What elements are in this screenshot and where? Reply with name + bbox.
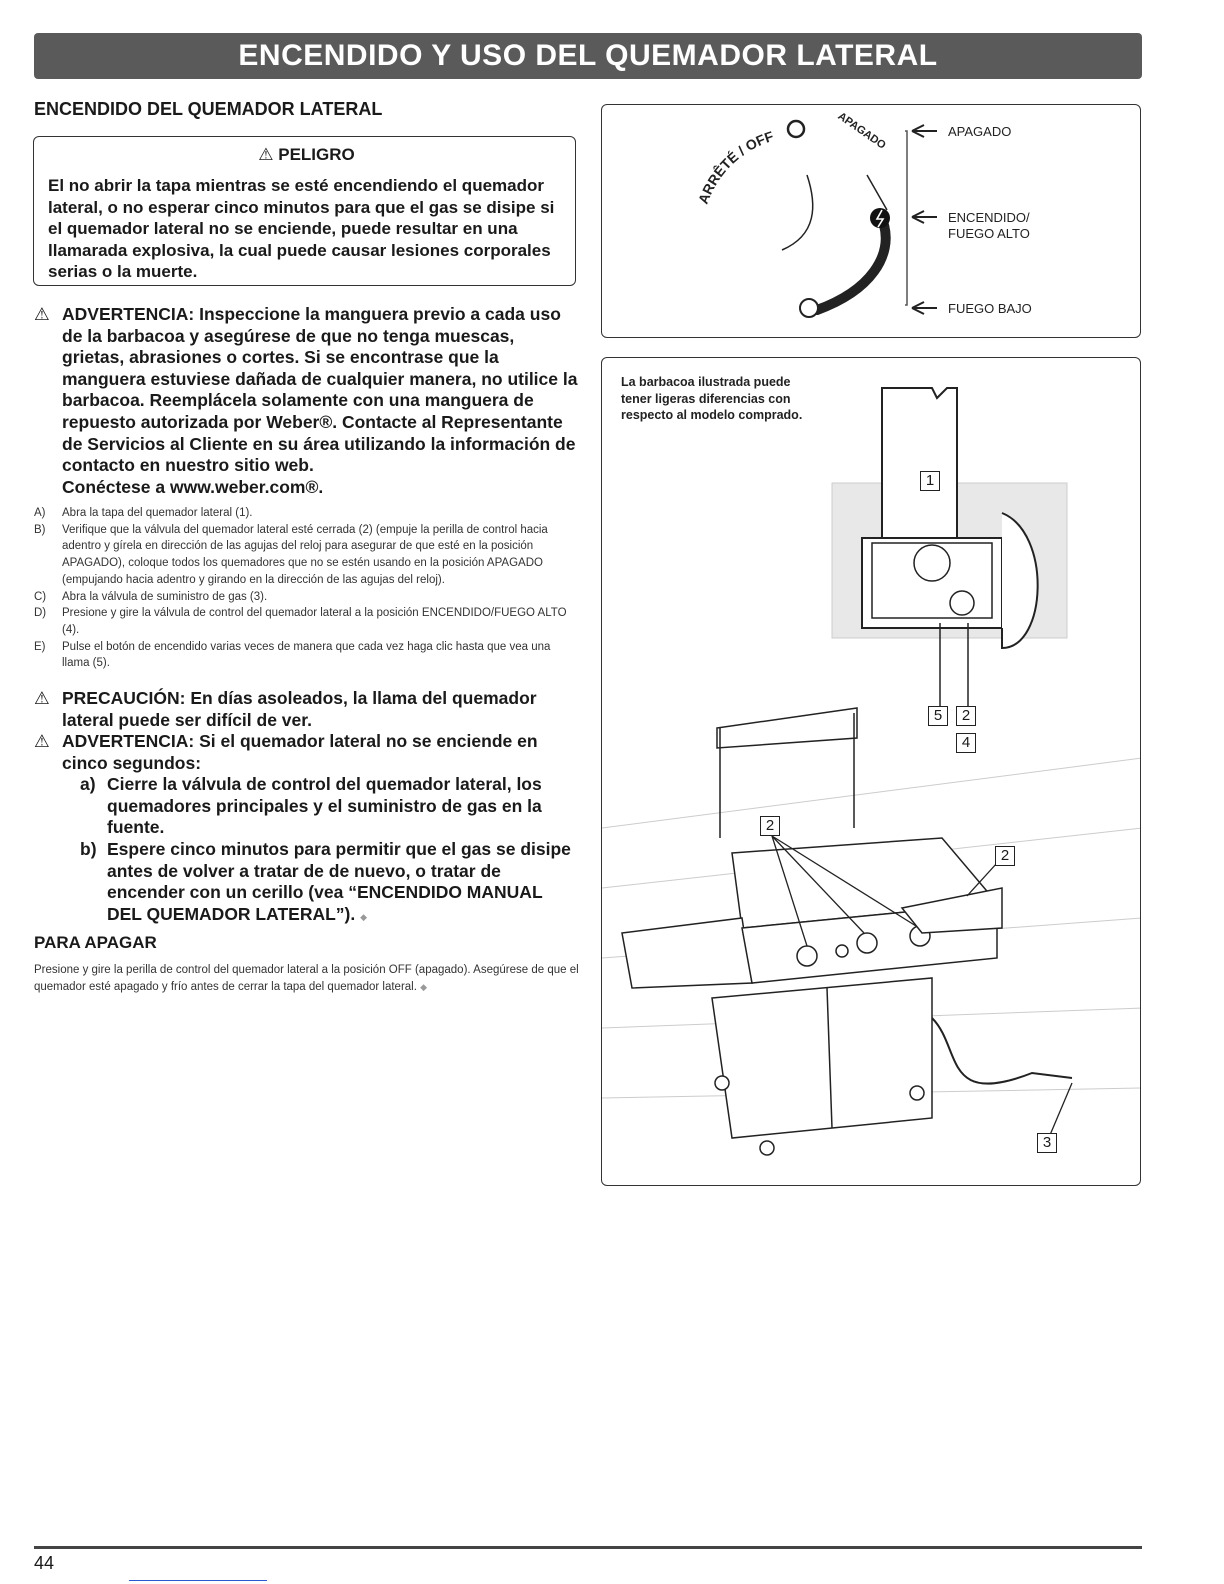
list-item: b) Espere cinco minutos para permitir que el gas se disipe antes de volver a tratar de de nuevo, o tratar de encender con un cerillo (vea “ENCENDIDO MANUAL DEL QUEMADOR LATERAL”). ◆: [80, 838, 571, 924]
label-encendido: ENCENDIDO/: [948, 210, 1030, 225]
danger-heading: ⚠ PELIGRO: [258, 145, 355, 164]
warning-triangle-icon: ⚠: [258, 145, 274, 164]
callout-4: 4: [956, 733, 976, 753]
apagar-heading: PARA APAGAR: [34, 933, 157, 952]
dial-text: ARRÊTÉ / OFF: [694, 127, 776, 207]
list-item: a) Cierre la válvula de control del quemador lateral, los quemadores principales y el suministro de gas en la fuente.: [80, 774, 542, 838]
off-circle-icon: [788, 121, 804, 137]
grill-diagram: [601, 357, 1141, 1186]
footer-rule: [34, 1546, 1142, 1549]
label-fuego-bajo: FUEGO BAJO: [948, 301, 1032, 316]
callout-2: 2: [760, 816, 780, 836]
dial-text-apagado: APAGADO: [835, 110, 888, 152]
list-item: A) Abra la tapa del quemador lateral (1).: [34, 507, 253, 519]
grill-illustration: [602, 358, 1141, 1186]
warning-triangle-icon: ⚠: [34, 688, 50, 708]
weber-link[interactable]: Conéctese a www.weber.com®.: [62, 476, 324, 497]
danger-text: El no abrir la tapa mientras se esté encendiendo el quemador lateral, o no esperar cinco minutos para que el gas se disipe si el quemador lateral no se enciende, puede resultar en una llamarada explosiva, la cual puede causar lesiones corporales serias o la muerte.: [48, 176, 555, 281]
page-number: 44: [34, 1553, 55, 1573]
warning-hose: ⚠ ADVERTENCIA: Inspeccione la manguera previo a cada uso de la barbacoa y asegúrese de que no tenga muescas, grietas, abrasiones o cortes. Si se encontrase que la manguera estuviese dañada de cualquier manera, no utilice la barbacoa. Reemplácela solamente con una manguera de repuesto autorizada por Weber®. Contacte al Representante de Servicios al Cliente en su área utilizando la información de contacto en nuestro sitio web. Conéctese a www.weber.com®.: [34, 304, 578, 497]
section-title: ENCENDIDO DEL QUEMADOR LATERAL: [34, 99, 383, 119]
callout-2: 2: [956, 706, 976, 726]
caution-sunny: ⚠ PRECAUCIÓN: En días asoleados, la llama del quemador lateral puede ser difícil de ver.: [34, 688, 537, 730]
list-item: E) Pulse el botón de encendido varias veces de manera que cada vez haga clic hasta que vea una llama (5).: [34, 640, 551, 670]
low-flame-icon: [800, 299, 818, 317]
svg-text:ARRÊTÉ / OFF: [695, 128, 776, 206]
knob-diagram: [601, 104, 1141, 338]
warning-triangle-icon: ⚠: [34, 304, 50, 324]
page-banner: ENCENDIDO Y USO DEL QUEMADOR LATERAL: [34, 33, 1142, 79]
apagar-text: Presione y gire la perilla de control del quemador lateral a la posición OFF (apagado). Asegúrese de que el quemador esté apagado y frío antes de cerrar la tapa del quemador lateral. ◆: [34, 964, 579, 993]
callout-1: 1: [920, 471, 940, 491]
label-fuego-alto: FUEGO ALTO: [948, 226, 1030, 241]
callout-2: 2: [995, 846, 1015, 866]
end-diamond-icon: ◆: [420, 981, 428, 992]
steps-list: [34, 505, 579, 672]
warning-no-ignite: ⚠ ADVERTENCIA: Si el quemador lateral no se enciende en cinco segundos: a) Cierre la válvula de control del quemador lateral, los quemadores principales y el suministro de gas en la fuente. b) Espere cinco minutos para permitir que el gas se disipe antes de volver a tratar de de nuevo, o tratar de encender con un cerillo (vea “ENCENDIDO MANUAL DEL QUEMADOR LATERAL”). ◆: [34, 731, 579, 928]
footer-link-line: [129, 1580, 267, 1581]
warning-triangle-icon: ⚠: [34, 731, 50, 751]
label-apagado: APAGADO: [948, 124, 1012, 139]
list-item: B) Verifique que la válvula del quemador lateral esté cerrada (2) (empuje la perilla de control hacia adentro y gírela en dirección de las agujas del reloj para asegurar de que esté en la posición APAGADO), coloque todos los quemadores que no se estén usando en la posición APAGADO (empujando hacia adentro y girando en la dirección de las agujas del reloj).: [34, 523, 548, 586]
list-item: D) Presione y gire la válvula de control del quemador lateral a la posición ENCENDIDO/FUEGO ALTO (4).: [34, 607, 567, 636]
callout-3: 3: [1037, 1133, 1057, 1153]
callout-5: 5: [928, 706, 948, 726]
danger-box: [33, 136, 576, 286]
list-item: C) Abra la válvula de suministro de gas (3).: [34, 590, 268, 603]
grill-note: La barbacoa ilustrada puede tener ligeras diferencias con respecto al modelo comprado.: [621, 375, 803, 422]
end-diamond-icon: ◆: [360, 911, 368, 922]
